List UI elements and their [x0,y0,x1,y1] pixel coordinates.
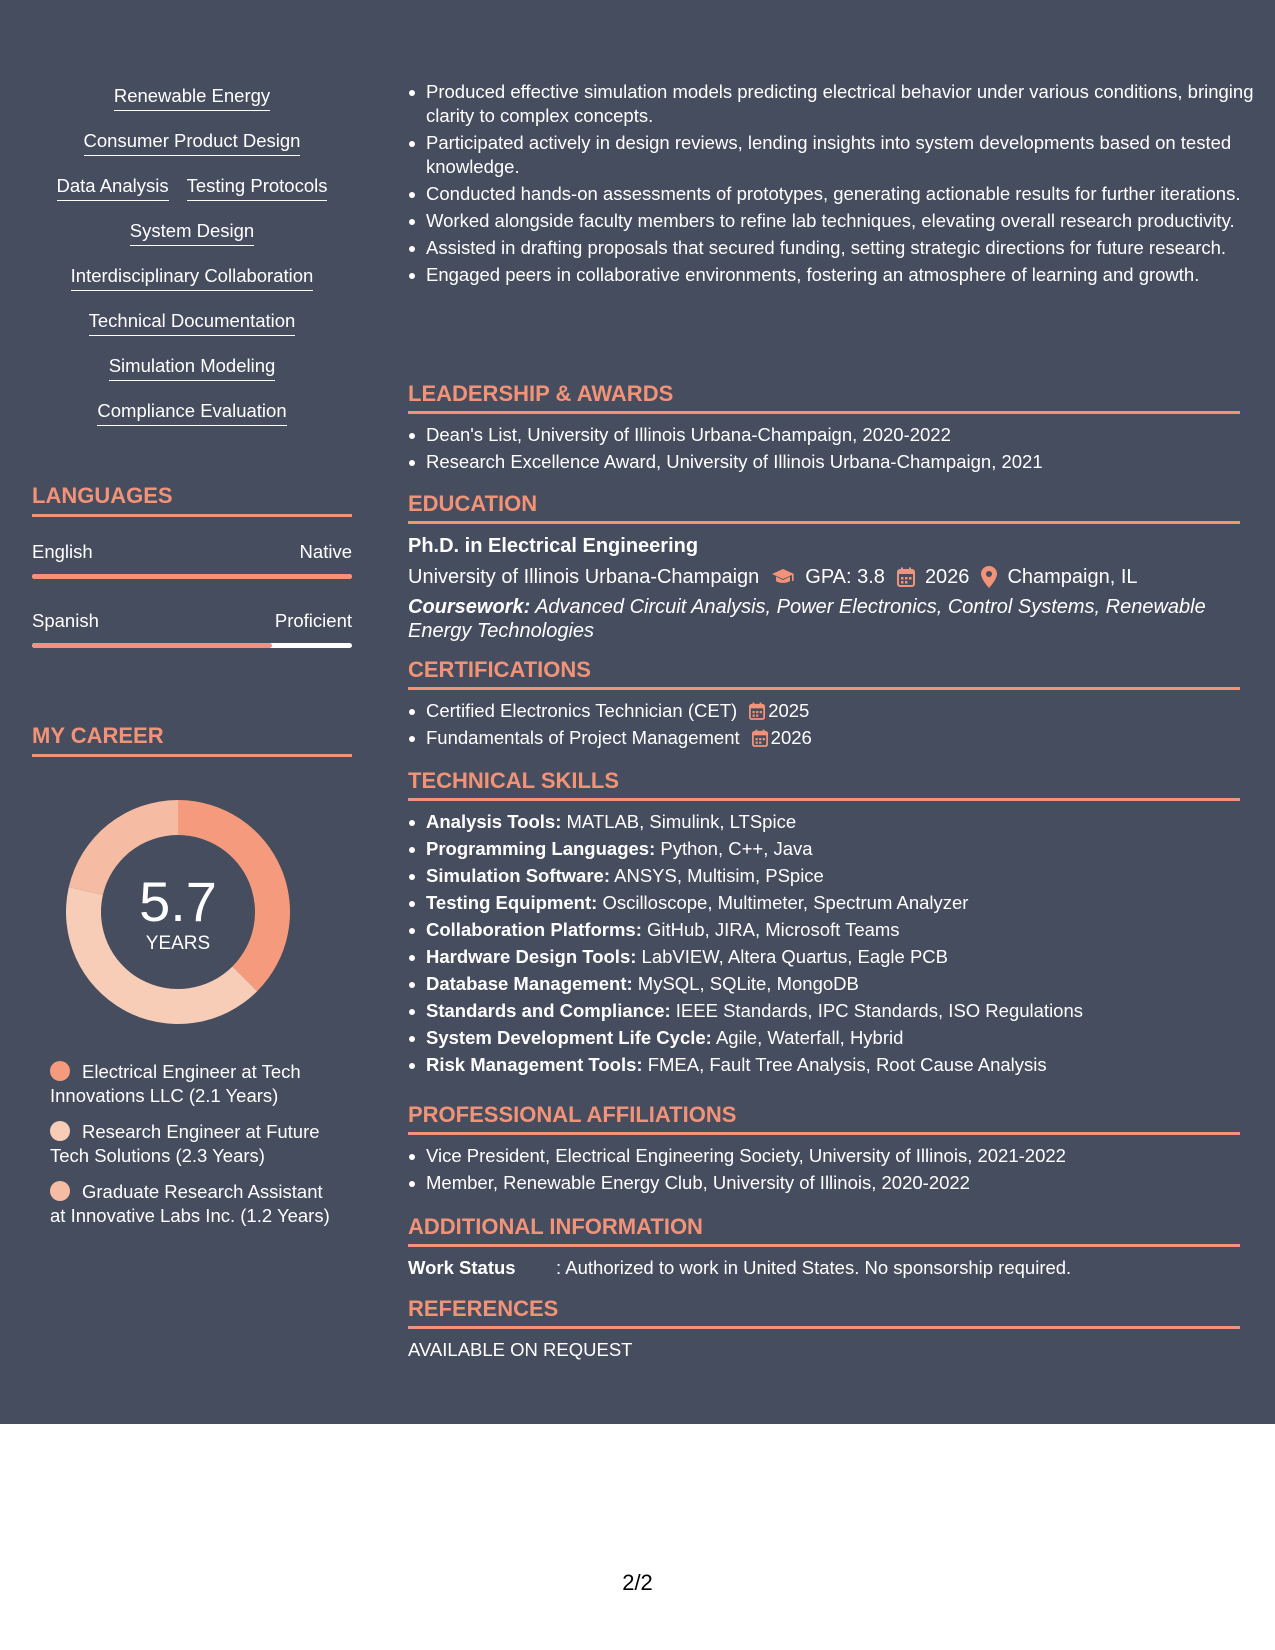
certifications-section [408,656,1240,753]
career-legend-item [50,1120,330,1168]
skill-tag: Consumer Product Design [84,129,301,156]
work-status-label: Work Status [408,1257,516,1278]
certification-year: 2025 [768,700,810,721]
technical-skill-item [426,918,1240,942]
skill-values: MATLAB, Simulink, LTSpice [566,811,797,832]
section-heading: CERTIFICATIONS [408,656,1240,690]
education-section [408,490,1240,643]
awards-list [408,423,1240,474]
skill-category: System Development Life Cycle: [426,1027,712,1048]
skill-category: Risk Management Tools: [426,1054,643,1075]
award-item: Research Excellence Award, University of Illinois Urbana-Champaign, 2021 [426,450,1240,474]
skill-values: LabVIEW, Altera Quartus, Eagle PCB [641,946,948,967]
skill-tag-row [32,129,352,174]
experience-bullet: Assisted in drafting proposals that secured funding, setting strategic directions for future research. [426,236,1258,260]
award-item: Dean's List, University of Illinois Urbana-Champaign, 2020-2022 [426,423,1240,447]
section-heading: EDUCATION [408,490,1240,524]
skill-tag-row [32,174,352,219]
skill-values: Oscilloscope, Multimeter, Spectrum Analyzer [602,892,969,913]
graduation-year: 2026 [924,566,970,588]
skill-category: Testing Equipment: [426,892,598,913]
language-bar-fill [32,643,272,648]
career-total [66,800,290,1024]
experience-bullet: Worked alongside faculty members to refine lab techniques, elevating overall research productivity. [426,209,1258,233]
skill-tag: System Design [130,219,254,246]
awards-section [408,380,1240,477]
gpa: GPA: 3.8 [805,566,885,588]
coursework-label: Coursework: [408,596,531,618]
section-heading: LEADERSHIP & AWARDS [408,380,1240,414]
work-status-row [408,1256,1240,1280]
coursework-list: Advanced Circuit Analysis, Power Electronics, Control Systems, Renewable Energy Technologies [408,596,1206,642]
skill-tag-row [32,84,352,129]
skill-tag-row [32,264,352,309]
legend-dot [50,1121,70,1141]
affiliation-item: Member, Renewable Energy Club, University of Illinois, 2020-2022 [426,1171,1240,1195]
location-pin-icon [981,566,997,588]
work-status-value: : Authorized to work in United States. No sponsorship required. [556,1257,1072,1278]
skill-category: Standards and Compliance: [426,1000,671,1021]
section-heading: TECHNICAL SKILLS [408,767,1240,801]
technical-skill-item [426,999,1240,1023]
skill-tag: Simulation Modeling [109,354,276,381]
section-heading: REFERENCES [408,1295,1240,1329]
skill-tag: Compliance Evaluation [97,399,286,426]
skill-tag-row [32,219,352,264]
technical-skill-item [426,972,1240,996]
education-details [408,564,1240,590]
language-english [32,540,352,579]
page-number: 2/2 [622,1570,653,1595]
section-heading: ADDITIONAL INFORMATION [408,1213,1240,1247]
skills-tag-list [32,84,352,444]
career-heading: MY CAREER [32,722,352,757]
school-name: University of Illinois Urbana-Champaign [408,566,760,588]
skill-values: MySQL, SQLite, MongoDB [637,973,859,994]
experience-bullet: Participated actively in design reviews, lending insights into system developments based on tested knowledge. [426,131,1258,179]
technical-skill-item [426,837,1240,861]
section-heading: PROFESSIONAL AFFILIATIONS [408,1101,1240,1135]
technical-skill-item [426,945,1240,969]
skill-category: Hardware Design Tools: [426,946,637,967]
career-legend-label: Graduate Research Assistant at Innovative Labs Inc. (1.2 Years) [50,1181,330,1226]
calendar-icon [749,702,765,720]
skill-category: Analysis Tools: [426,811,562,832]
certification-item [426,699,1240,723]
affiliation-item: Vice President, Electrical Engineering Society, University of Illinois, 2021-2022 [426,1144,1240,1168]
experience-bullet: Conducted hands-on assessments of prototypes, generating actionable results for further iterations. [426,182,1258,206]
skill-tag: Testing Protocols [187,174,328,201]
skill-tag-row [32,399,352,444]
skill-values: GitHub, JIRA, Microsoft Teams [647,919,900,940]
skill-category: Collaboration Platforms: [426,919,642,940]
skill-tag-row [32,309,352,354]
affiliations-list [408,1144,1240,1195]
skill-tag-row [32,354,352,399]
career-total-value: 5.7 [139,870,217,933]
graduation-cap-icon [771,567,795,587]
technical-skill-item [426,1053,1240,1077]
language-name: Spanish [32,610,99,631]
technical-skills-section [408,767,1240,1080]
skill-category: Programming Languages: [426,838,656,859]
skill-tag: Renewable Energy [114,84,270,111]
skill-values: ANSYS, Multisim, PSpice [614,865,824,886]
references-section [408,1295,1240,1362]
languages-heading: LANGUAGES [32,482,352,517]
career-legend-label: Research Engineer at Future Tech Solutions (2.3 Years) [50,1121,320,1166]
legend-dot [50,1181,70,1201]
references-text: AVAILABLE ON REQUEST [408,1339,633,1360]
experience-bullet: Engaged peers in collaborative environments, fostering an atmosphere of learning and growth. [426,263,1258,287]
school-location: Champaign, IL [1007,566,1138,588]
skill-tag: Data Analysis [57,174,169,201]
skill-values: Agile, Waterfall, Hybrid [715,1027,904,1048]
career-total-unit: YEARS [145,933,211,954]
career-legend-label: Electrical Engineer at Tech Innovations LLC (2.1 Years) [50,1061,301,1106]
skill-category: Simulation Software: [426,865,610,886]
career-legend-item [50,1180,330,1228]
certification-name: Fundamentals of Project Management [426,727,740,748]
technical-skills-list [408,810,1240,1077]
language-bar [32,574,352,579]
affiliations-section [408,1101,1240,1198]
language-bar [32,643,352,648]
language-bar-fill [32,574,352,579]
coursework [408,595,1240,643]
legend-dot [50,1061,70,1081]
skill-values: Python, C++, Java [660,838,813,859]
degree-title: Ph.D. in Electrical Engineering [408,535,699,557]
certification-year: 2026 [770,727,812,748]
additional-info-section [408,1213,1240,1280]
certifications-list [408,699,1240,750]
certification-item [426,726,1240,750]
career-legend-item [50,1060,330,1108]
calendar-icon [752,729,768,747]
language-name: English [32,541,93,562]
technical-skill-item [426,891,1240,915]
language-spanish [32,609,352,648]
experience-bullets [408,80,1258,290]
skill-tag: Technical Documentation [89,309,296,336]
skill-values: IEEE Standards, IPC Standards, ISO Regulations [675,1000,1084,1021]
technical-skill-item [426,810,1240,834]
skill-category: Database Management: [426,973,633,994]
career-legend [50,1060,330,1240]
technical-skill-item [426,864,1240,888]
skill-values: FMEA, Fault Tree Analysis, Root Cause Analysis [647,1054,1047,1075]
skill-tag: Interdisciplinary Collaboration [71,264,314,291]
experience-bullet: Produced effective simulation models predicting electrical behavior under various conditions, bringing clarity to complex concepts. [426,80,1258,128]
calendar-icon [897,567,915,587]
language-level: Proficient [274,610,352,631]
technical-skill-item [426,1026,1240,1050]
language-level: Native [299,541,352,562]
certification-name: Certified Electronics Technician (CET) [426,700,738,721]
